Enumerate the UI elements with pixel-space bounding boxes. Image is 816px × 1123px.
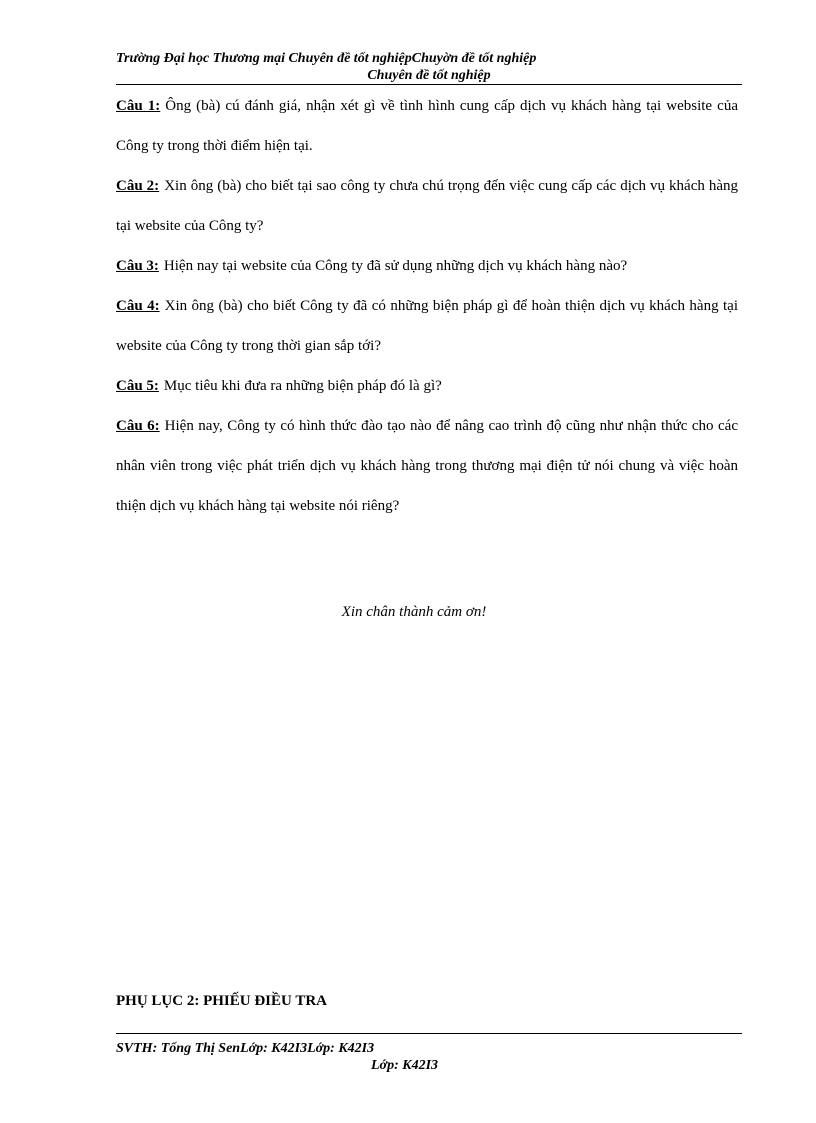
page-footer (116, 1040, 616, 1074)
footer-divider (116, 1033, 742, 1034)
question-3-text: Hiện nay tại website của Công ty đã sử dụng những dịch vụ khách hàng nào? (163, 258, 628, 274)
question-6-text: Hiện nay, Công ty có hình thức đào tạo nào để nâng cao trình độ cũng như nhận thức cho các nhân viên trong việc phát triển dịch vụ khách hàng trong thương mại điện tử nói chung và việc hoàn thiện dịch vụ khách hàng tại website nói riêng? (116, 418, 738, 514)
question-6-label: Câu 6: (116, 418, 160, 434)
question-2-label: Câu 2: (116, 178, 160, 194)
page-header (116, 50, 742, 84)
question-2 (116, 166, 738, 246)
question-1-text: Ông (bà) cú đánh giá, nhận xét gì về tình hình cung cấp dịch vụ khách hàng tại website của Công ty trong thời điểm hiện tại. (116, 98, 738, 154)
header-line-1: Trường Đại học Thương mại Chuyên đề tốt nghiệpChuyờn đề tốt nghiệp (116, 51, 537, 66)
question-4-text: Xin ông (bà) cho biết Công ty đã có những biện pháp gì để hoàn thiện dịch vụ khách hàng tại website của Công ty trong thời gian sắp tới? (116, 298, 738, 354)
question-2-text: Xin ông (bà) cho biết tại sao công ty chưa chú trọng đến việc cung cấp các dịch vụ khách hàng tại website của Công ty? (116, 178, 739, 234)
question-5 (116, 366, 738, 406)
question-5-label: Câu 5: (116, 378, 159, 394)
header-line-2: Chuyên đề tốt nghiệp (367, 68, 491, 83)
thank-you-note: Xin chân thành cảm ơn! (341, 604, 487, 620)
question-3 (116, 246, 738, 286)
header-divider (116, 84, 742, 85)
question-list (116, 86, 738, 526)
question-6 (116, 406, 738, 526)
question-4 (116, 286, 738, 366)
footer-line-1: SVTH: Tống Thị SenLớp: K42I3Lớp: K42I3 (116, 1041, 375, 1056)
question-1-label: Câu 1: (116, 98, 161, 114)
question-1 (116, 86, 738, 166)
footer-line-2: Lớp: K42I3 (371, 1058, 439, 1073)
appendix-title: PHỤ LỤC 2: PHIẾU ĐIỀU TRA (116, 993, 327, 1009)
question-5-text: Mục tiêu khi đưa ra những biện pháp đó là gì? (163, 378, 442, 394)
question-3-label: Câu 3: (116, 258, 159, 274)
question-4-label: Câu 4: (116, 298, 160, 314)
